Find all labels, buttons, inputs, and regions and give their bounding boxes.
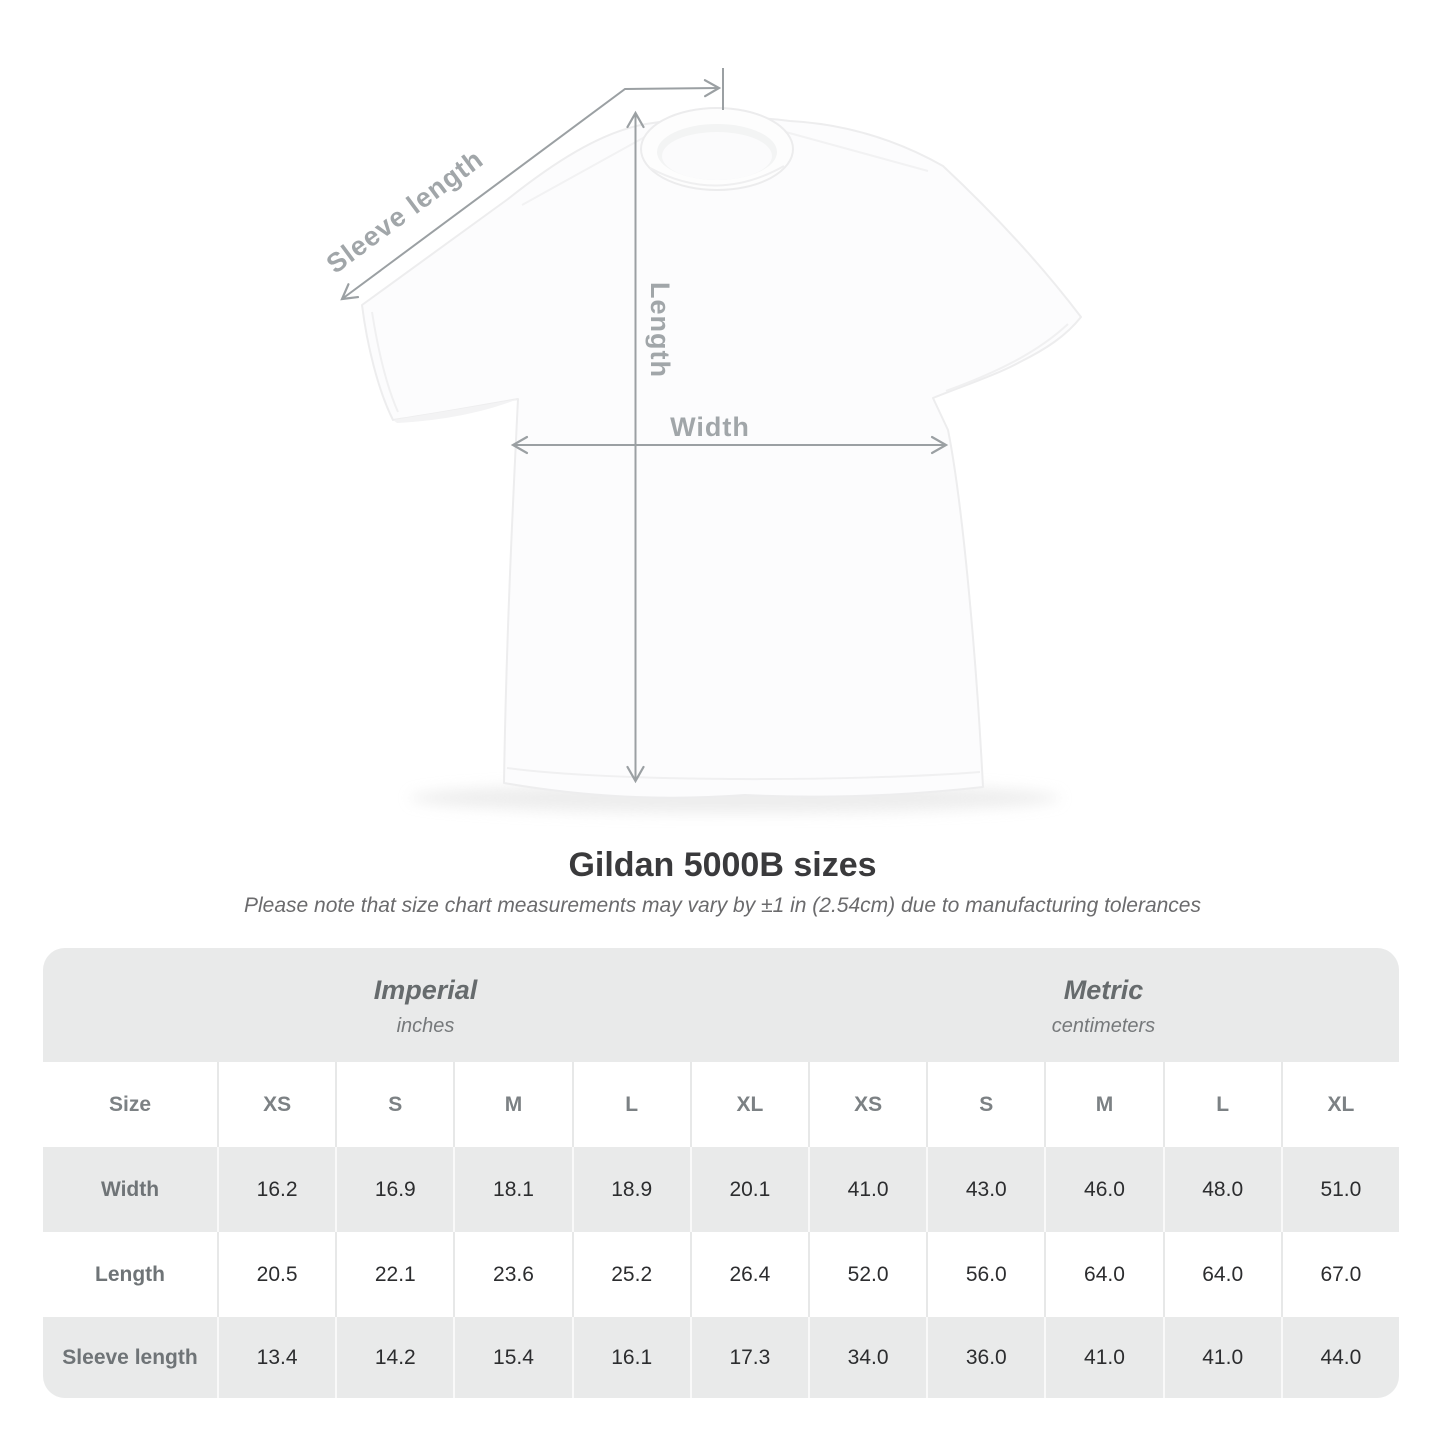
size-header-imperial-s: S [335,1062,453,1147]
sleeve-imperial-s: 14.2 [335,1317,453,1398]
length-metric-xs: 52.0 [808,1232,926,1317]
sleeve-imperial-xl: 17.3 [690,1317,808,1398]
length-imperial-xl: 26.4 [690,1232,808,1317]
sleeve-metric-xs: 34.0 [808,1317,926,1398]
width-imperial-xl: 20.1 [690,1147,808,1232]
sleeve-imperial-xs: 13.4 [217,1317,335,1398]
sleeve-metric-s: 36.0 [926,1317,1044,1398]
size-header-metric-l: L [1163,1062,1281,1147]
size-header-metric-s: S [926,1062,1044,1147]
row-label-length: Length [43,1232,217,1317]
sleeve-metric-m: 41.0 [1044,1317,1162,1398]
row-label-sleeve-length: Sleeve length [43,1317,217,1398]
tolerance-note: Please note that size chart measurements may vary by ±1 in (2.54cm) due to manufacturing tolerances [244,894,1201,917]
width-metric-s: 43.0 [926,1147,1044,1232]
imperial-band-unit: inches [396,1014,455,1037]
row-label-width: Width [43,1147,217,1232]
size-header-imperial-m: M [453,1062,571,1147]
t-shirt-photo [362,108,1081,798]
metric-band-title: Metric [1063,974,1144,1005]
length-label: Length [644,282,675,378]
length-imperial-l: 25.2 [572,1232,690,1317]
length-metric-l: 64.0 [1163,1232,1281,1317]
sleeve-metric-xl: 44.0 [1281,1317,1399,1398]
length-metric-m: 64.0 [1044,1232,1162,1317]
width-metric-l: 48.0 [1163,1147,1281,1232]
length-imperial-s: 22.1 [335,1232,453,1317]
page-title: Gildan 5000B sizes [568,846,877,884]
width-metric-xs: 41.0 [808,1147,926,1232]
width-metric-m: 46.0 [1044,1147,1162,1232]
size-header-metric-xs: XS [808,1062,926,1147]
size-corner-header: Size [43,1062,217,1147]
width-imperial-l: 18.9 [572,1147,690,1232]
width-imperial-m: 18.1 [453,1147,571,1232]
length-metric-s: 56.0 [926,1232,1044,1317]
size-header-imperial-xl: XL [690,1062,808,1147]
metric-band [808,948,1399,1062]
sleeve-imperial-l: 16.1 [572,1317,690,1398]
size-header-imperial-xs: XS [217,1062,335,1147]
size-header-metric-xl: XL [1281,1062,1399,1147]
width-imperial-s: 16.9 [335,1147,453,1232]
sleeve-metric-l: 41.0 [1163,1317,1281,1398]
imperial-band-title: Imperial [373,974,478,1005]
size-header-metric-m: M [1044,1062,1162,1147]
length-imperial-m: 23.6 [453,1232,571,1317]
width-metric-xl: 51.0 [1281,1147,1399,1232]
length-metric-xl: 67.0 [1281,1232,1399,1317]
width-label: Width [670,412,750,442]
sleeve-imperial-m: 15.4 [453,1317,571,1398]
length-imperial-xs: 20.5 [217,1232,335,1317]
width-imperial-xs: 16.2 [217,1147,335,1232]
imperial-band [43,948,808,1062]
size-header-imperial-l: L [572,1062,690,1147]
sleeve-length-label: Sleeve length [320,143,489,280]
size-chart-table [43,948,1399,1398]
metric-band-unit: centimeters [1051,1014,1156,1037]
